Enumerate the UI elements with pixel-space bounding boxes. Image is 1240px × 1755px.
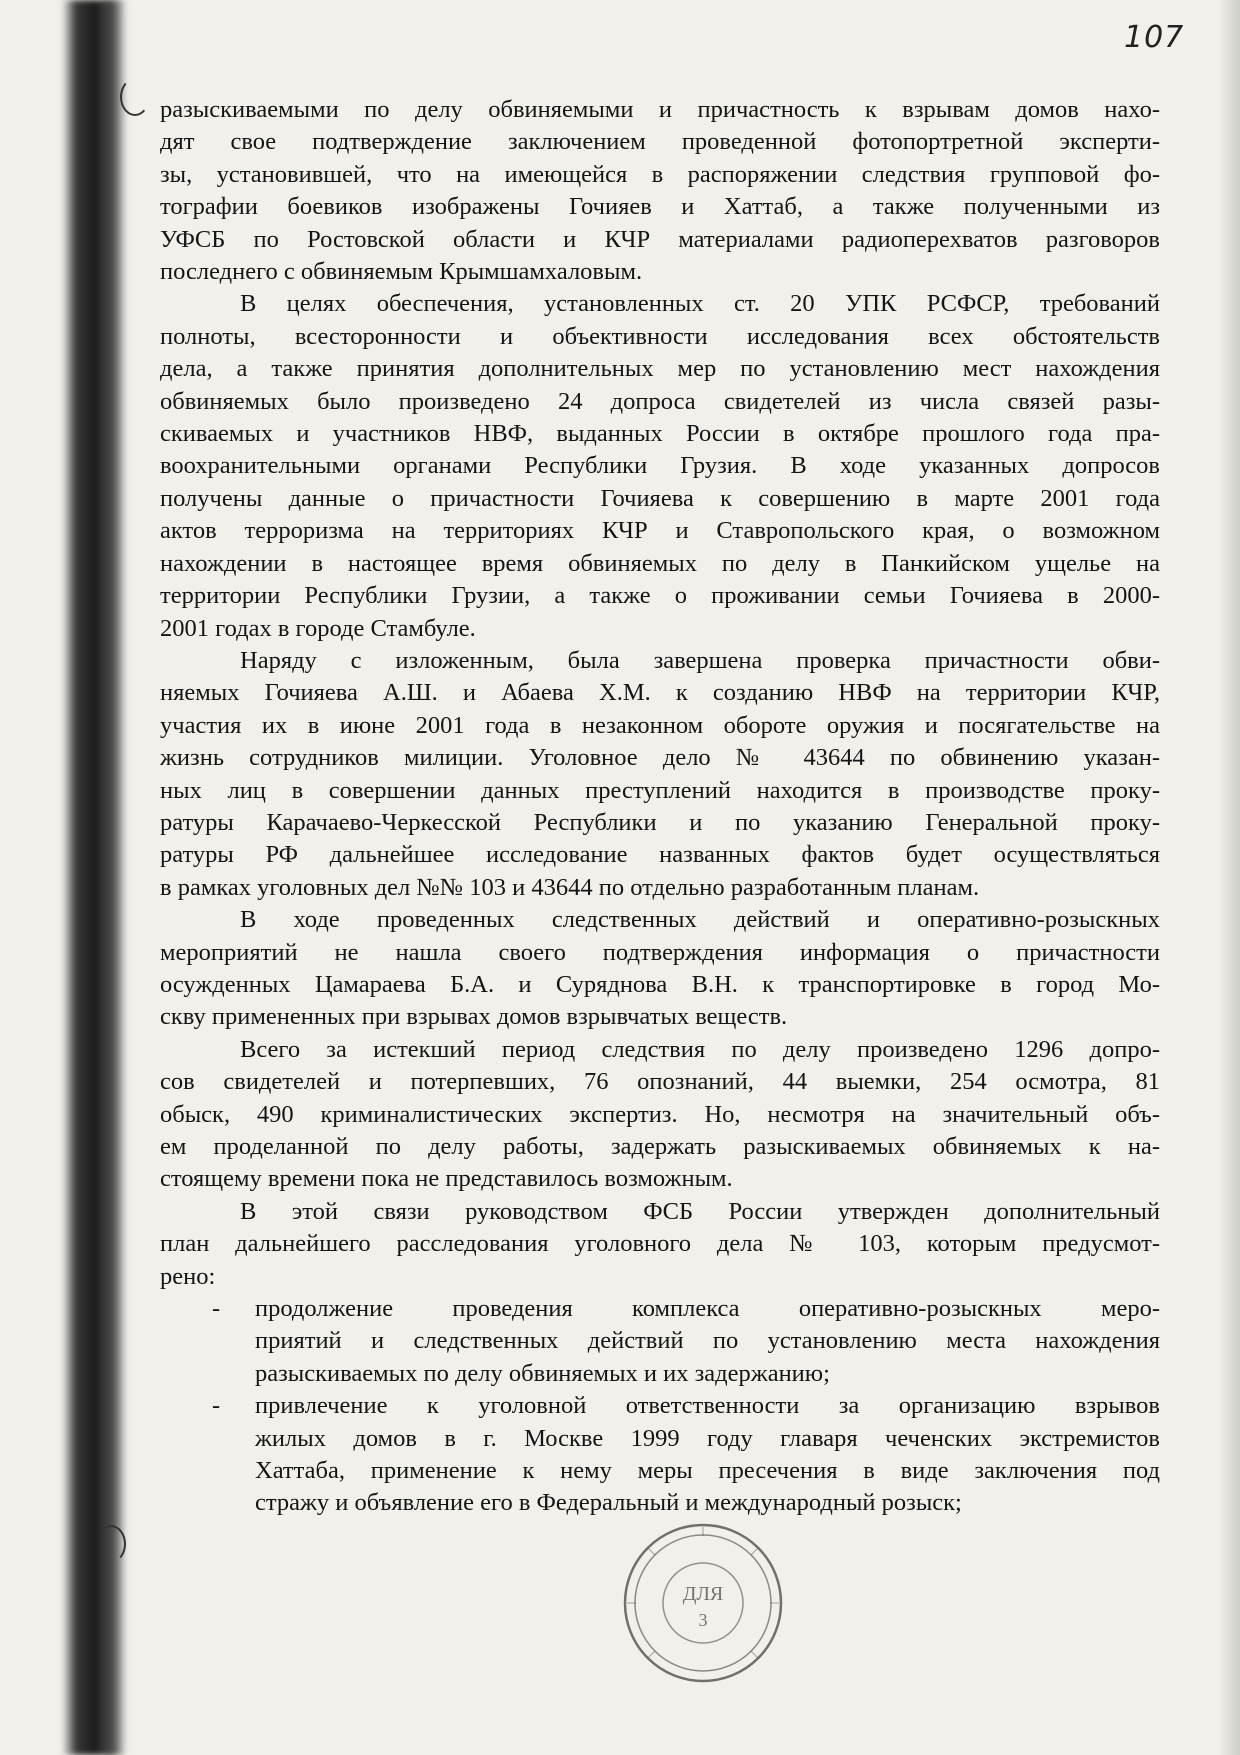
paragraph-line: сов свидетелей и потерпевших, 76 опознаний, 44 выемки, 254 осмотра, 81 xyxy=(160,1068,1160,1096)
paragraph xyxy=(160,904,1160,1034)
paragraph-line: стоящему времени пока не представилось возможным. xyxy=(160,1165,733,1193)
paragraph-line: ных лиц в совершении данных преступлений находится в производстве проку- xyxy=(160,776,1160,804)
paragraph-line: воохранительными органами Республики Грузия. В ходе указанных допросов xyxy=(160,452,1160,480)
paragraph xyxy=(160,1196,1160,1293)
list-item-line: стражу и объявление его в Федеральный и международный розыск; xyxy=(255,1489,962,1517)
paragraph xyxy=(160,645,1160,904)
stamp-center-text: ДЛЯ xyxy=(682,1583,724,1605)
paragraph-line: план дальнейшего расследования уголовного дела № 103, которым предусмот- xyxy=(160,1230,1160,1258)
punch-hole-mark xyxy=(96,1525,126,1563)
paragraph-line: скиваемых и участников НВФ, выданных России в октябре прошлого года пра- xyxy=(160,420,1160,448)
stamp-seal-icon xyxy=(618,1518,788,1688)
paragraph-line: обыск, 490 криминалистических экспертиз. Но, несмотря на значительный объ- xyxy=(160,1100,1160,1128)
paragraph-line: мероприятий не нашла своего подтверждения информация о причастности xyxy=(160,938,1160,966)
paragraph-line: В целях обеспечения, установленных ст. 20 УПК РСФСР, требований xyxy=(240,290,1160,318)
paragraph-line: дела, а также принятия дополнительных мер по установлению мест нахождения xyxy=(160,355,1160,383)
list-marker: - xyxy=(212,1392,221,1420)
document-body xyxy=(160,94,1160,1520)
paragraph-line: актов терроризма на территориях КЧР и Ставропольского края, о возможном xyxy=(160,517,1160,545)
paragraph-line: ем проделанной по делу работы, задержать разыскиваемых обвиняемых к на- xyxy=(160,1133,1160,1160)
paragraph-line: нахождении в настоящее время обвиняемых по делу в Панкийском ущелье на xyxy=(160,549,1160,577)
paragraph xyxy=(160,1034,1160,1196)
paragraph-line: 2001 годах в городе Стамбуле. xyxy=(160,614,476,642)
official-stamp xyxy=(618,1518,788,1688)
punch-hole-mark xyxy=(120,78,150,116)
paragraph-line: полноты, всесторонности и объективности исследования всех обстоятельств xyxy=(160,322,1160,350)
handwritten-page-number: 107 xyxy=(1124,20,1185,55)
paragraph-line: участия их в июне 2001 года в незаконном обороте оружия и посягательстве на xyxy=(160,711,1160,739)
paragraph xyxy=(160,94,1160,288)
paragraphs xyxy=(160,94,1160,1293)
paragraph-line: Всего за истекший период следствия по делу произведено 1296 допро- xyxy=(240,1035,1160,1063)
list-item-line: жилых домов в г. Москве 1999 году главаря чеченских экстремистов xyxy=(255,1424,1160,1452)
paragraph-line: разыскиваемыми по делу обвиняемыми и причастность к взрывам домов нахо- xyxy=(160,96,1160,123)
page-edge-shadow xyxy=(1218,0,1240,1755)
paragraph-line: зы, установившей, что на имеющейся в распоряжении следствия групповой фо- xyxy=(160,160,1160,188)
paragraph-line: последнего с обвиняемым Крымшамхаловым. xyxy=(160,258,643,286)
list-item-line: продолжение проведения комплекса оперативно-розыскных меро- xyxy=(255,1295,1160,1323)
paragraph-line: Наряду с изложенным, была завершена проверка причастности обви- xyxy=(240,646,1160,674)
list-item xyxy=(160,1390,1160,1520)
paragraph-line: няемых Гочияева А.Ш. и Абаева Х.М. к созданию НВФ на территории КЧР, xyxy=(160,679,1160,707)
paragraph-line: В ходе проведенных следственных действий и оперативно-розыскных xyxy=(240,906,1160,934)
stamp-number-text: 3 xyxy=(698,1610,708,1630)
paragraph xyxy=(160,288,1160,644)
paragraph-line: УФСБ по Ростовской области и КЧР материалами радиоперехватов разговоров xyxy=(160,225,1160,253)
paragraph-line: жизнь сотрудников милиции. Уголовное дело № 43644 по обвинению указан- xyxy=(160,744,1160,772)
paragraph-line: в рамках уголовных дел №№ 103 и 43644 по отдельно разработанным планам. xyxy=(160,873,980,901)
paragraph-line: рено: xyxy=(160,1262,216,1290)
bulleted-list xyxy=(160,1293,1160,1520)
list-marker: - xyxy=(212,1295,221,1323)
paragraph-line: ратуры Карачаево-Черкесской Республики и по указанию Генеральной проку- xyxy=(160,808,1160,836)
paragraph-line: обвиняемых было произведено 24 допроса свидетелей из числа связей разы- xyxy=(160,387,1160,415)
list-item-line: приятий и следственных действий по установлению места нахождения xyxy=(255,1327,1160,1355)
paragraph-line: ратуры РФ дальнейшее исследование названных фактов будет осуществляться xyxy=(160,841,1160,869)
paragraph-line: тографии боевиков изображены Гочияев и Хаттаб, а также полученными из xyxy=(160,193,1160,221)
list-item-line: Хаттаба, применение к нему меры пресечения в виде заключения под xyxy=(255,1457,1160,1485)
paragraph-line: получены данные о причастности Гочияева к совершению в марте 2001 года xyxy=(160,484,1160,512)
list-item-line: привлечение к уголовной ответственности за организацию взрывов xyxy=(255,1392,1160,1420)
list-item xyxy=(160,1293,1160,1390)
paragraph-line: осужденных Цамараева Б.А. и Суряднова В.Н. к транспортировке в город Мо- xyxy=(160,970,1160,998)
paragraph-line: скву примененных при взрывах домов взрывчатых веществ. xyxy=(160,1003,788,1031)
binding-shadow-edge xyxy=(104,0,126,1755)
paragraph-line: В этой связи руководством ФСБ России утвержден дополнительный xyxy=(240,1197,1160,1225)
paragraph-line: территории Республики Грузии, а также о проживании семьи Гочияева в 2000- xyxy=(160,582,1160,610)
paragraph-line: дят свое подтверждение заключением проведенной фотопортретной эксперти- xyxy=(160,128,1160,156)
list-item-line: разыскиваемых по делу обвиняемых и их задержанию; xyxy=(255,1359,830,1387)
